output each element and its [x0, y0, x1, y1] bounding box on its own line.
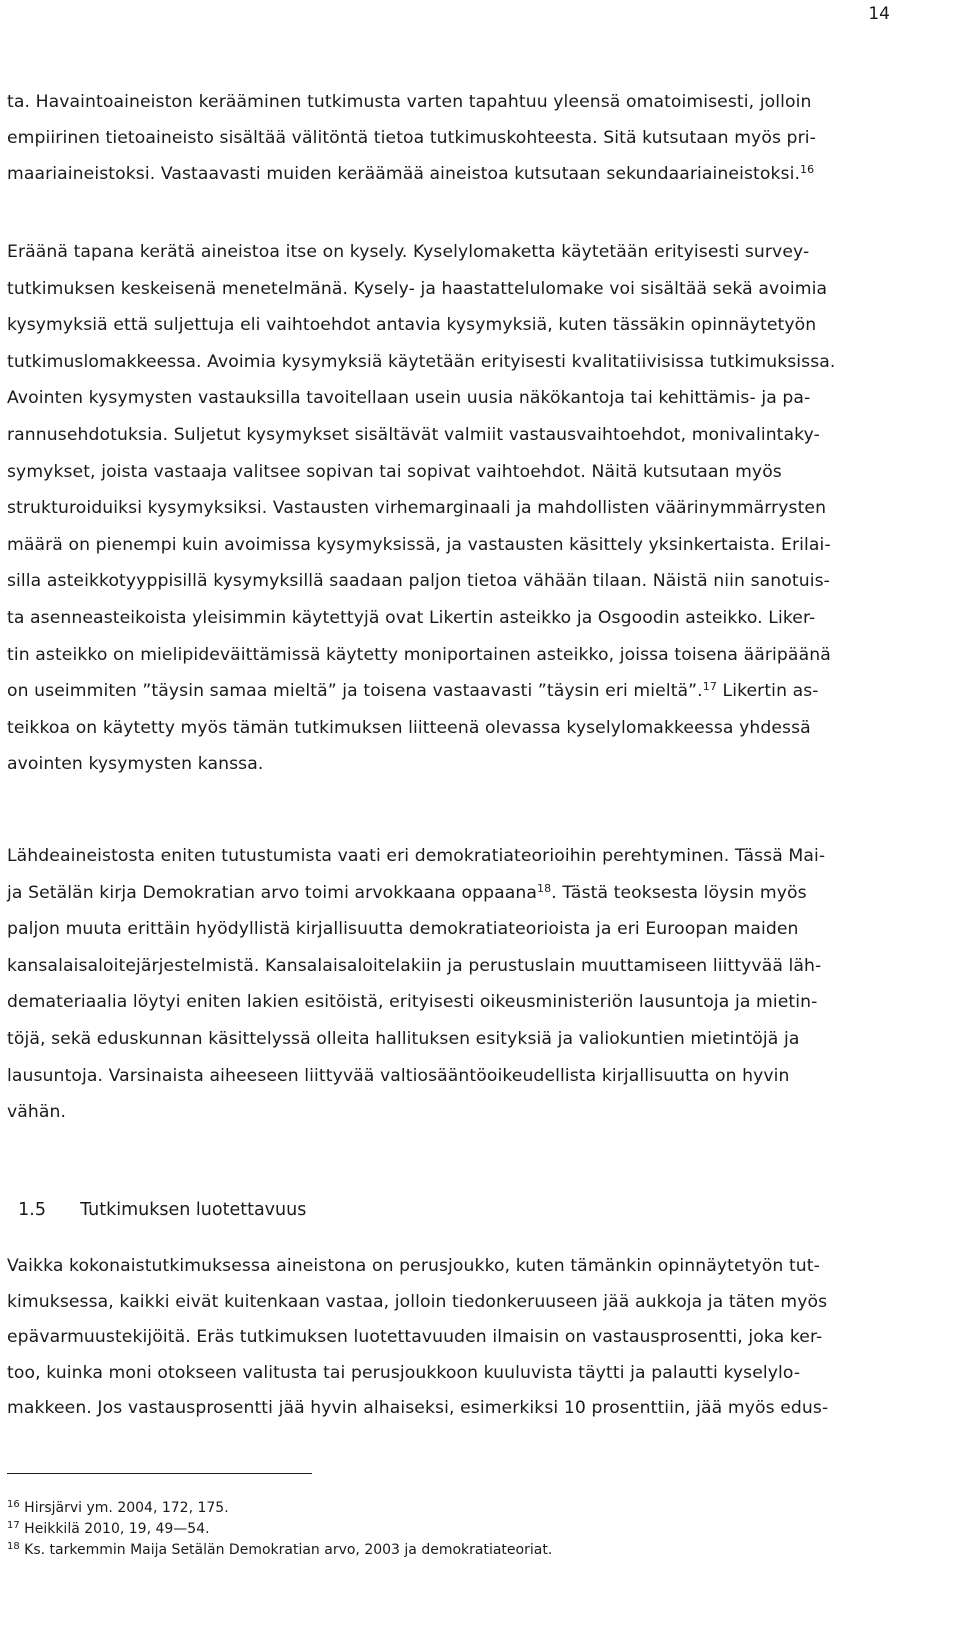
paragraph-line: avointen kysymysten kanssa. — [7, 754, 264, 775]
paragraph-line: rannusehdotuksia. Suljetut kysymykset sisältävät valmiit vastausvaihtoehdot, monivalintaky- — [7, 425, 820, 445]
page-number: 14 — [868, 4, 890, 24]
paragraph-line: ja Setälän kirja Demokratian arvo toimi arvokkaana oppaana$^{18}$. Tästä teoksesta löysin myös — [7, 881, 807, 903]
paragraph-line: ta. Havaintoaineiston kerääminen tutkimusta varten tapahtuu yleensä omatoimisesti, jolloin — [7, 92, 812, 112]
paragraph-line: kysymyksiä että suljettuja eli vaihtoehdot antavia kysymyksiä, kuten tässäkin opinnäytetyön — [7, 315, 817, 336]
paragraph-line: tin asteikko on mielipideväittämissä käytetty moniportainen asteikko, joissa toisena ääripäänä — [7, 644, 831, 665]
paragraph-line: tutkimuslomakkeessa. Avoimia kysymyksiä käytetään erityisesti kvalitatiivisissa tutkimuksissa. — [7, 351, 836, 372]
paragraph-line: maariaineistoksi. Vastaavasti muiden keräämää aineistoa kutsutaan sekundaariaineistoksi.$^{16}$ — [7, 163, 815, 184]
footnote-reference: 17 — [702, 680, 717, 694]
footnote: $^{17}$ Heikkilä 2010, 19, 49—54. — [7, 1520, 210, 1537]
footnote-separator — [7, 1473, 312, 1474]
paragraph-line: kansalaisaloitejärjestelmistä. Kansalaisaloitelakiin ja perustuslain muuttamiseen liittyvää läh- — [7, 955, 822, 976]
section-paragraph-line: epävarmuustekijöitä. Eräs tutkimuksen luotettavuuden ilmaisin on vastausprosentti, joka ker- — [7, 1327, 823, 1347]
section-paragraph-line: Vaikka kokonaistutkimuksessa aineistona on perusjoukko, kuten tämänkin opinnäytetyön tut- — [7, 1256, 820, 1276]
paragraph-line: Eräänä tapana kerätä aineistoa itse on kysely. Kyselylomaketta käytetään erityisesti survey- — [7, 242, 810, 262]
paragraph-line: empiirinen tietoaineisto sisältää välitöntä tietoa tutkimuskohteesta. Sitä kutsutaan myös pri- — [7, 128, 816, 148]
paragraph-line: paljon muuta erittäin hyödyllistä kirjallisuutta demokratiateorioista ja eri Euroopan maiden — [7, 919, 799, 940]
section-paragraph-line: too, kuinka moni otokseen valitusta tai perusjoukkoon kuuluvista täytti ja palautti kyselylo- — [7, 1362, 801, 1383]
section-number: 1.5 — [18, 1200, 46, 1220]
section-paragraph-line: makkeen. Jos vastausprosentti jää hyvin alhaiseksi, esimerkiksi 10 prosenttiin, jää myös edus- — [7, 1398, 829, 1418]
paragraph-line: töjä, sekä eduskunnan käsittelyssä olleita hallituksen esityksiä ja valiokuntien mietintöjä ja — [7, 1029, 800, 1049]
paragraph-line: symykset, joista vastaaja valitsee sopivan tai sopivat vaihtoehdot. Näitä kutsutaan myös — [7, 461, 782, 482]
paragraph-line: ta asenneasteikoista yleisimmin käytettyjä ovat Likertin asteikko ja Osgoodin asteikko. Liker- — [7, 608, 816, 628]
paragraph-line: Lähdeaineistosta eniten tutustumista vaati eri demokratiateorioihin perehtyminen. Tässä Mai- — [7, 846, 826, 866]
paragraph-line: lausuntoja. Varsinaista aiheeseen liittyvää valtiosääntöoikeudellista kirjallisuutta on hyvin — [7, 1065, 790, 1086]
paragraph-line: strukturoiduiksi kysymyksiksi. Vastausten virhemarginaali ja mahdollisten väärinymmärrysten — [7, 498, 827, 519]
paragraph-line: vähän. — [7, 1102, 67, 1123]
section-heading — [7, 1180, 306, 1220]
paragraph-line: silla asteikkotyyppisillä kysymyksillä saadaan paljon tietoa vähään tilaan. Näistä niin sanotuis- — [7, 571, 830, 592]
paragraph-line: määrä on pienempi kuin avoimissa kysymyksissä, ja vastausten käsittely yksinkertaista. Erilai- — [7, 534, 831, 555]
paragraph-line: teikkoa on käytetty myös tämän tutkimuksen liitteenä olevassa kyselylomakkeessa yhdessä — [7, 717, 811, 738]
section-paragraph-line: kimuksessa, kaikki eivät kuitenkaan vastaa, jolloin tiedonkeruuseen jää aukkoja ja täten myös — [7, 1291, 828, 1312]
footnote-reference: 16 — [800, 163, 815, 176]
paragraph-line: Avointen kysymysten vastauksilla tavoitellaan usein uusia näkökantoja tai kehittämis- ja pa- — [7, 388, 811, 409]
paragraph-line: on useimmiten ”täysin samaa mieltä” ja toisena vastaavasti ”täysin eri mieltä”.$^{17}$ Likertin as- — [7, 680, 819, 702]
footnote: $^{16}$ Hirsjärvi ym. 2004, 172, 175. — [7, 1499, 229, 1516]
paragraph-line: tutkimuksen keskeisenä menetelmänä. Kysely- ja haastattelulomake voi sisältää sekä avoimia — [7, 278, 828, 299]
paragraph-line: demateriaalia löytyi eniten lakien esitöistä, erityisesti oikeusministeriön lausuntoja ja mietin- — [7, 992, 818, 1013]
section-title: Tutkimuksen luotettavuus — [80, 1200, 307, 1220]
footnote-reference: 18 — [537, 881, 552, 895]
footnote: $^{18}$ Ks. tarkemmin Maija Setälän Demokratian arvo, 2003 ja demokratiateoriat. — [7, 1541, 553, 1558]
